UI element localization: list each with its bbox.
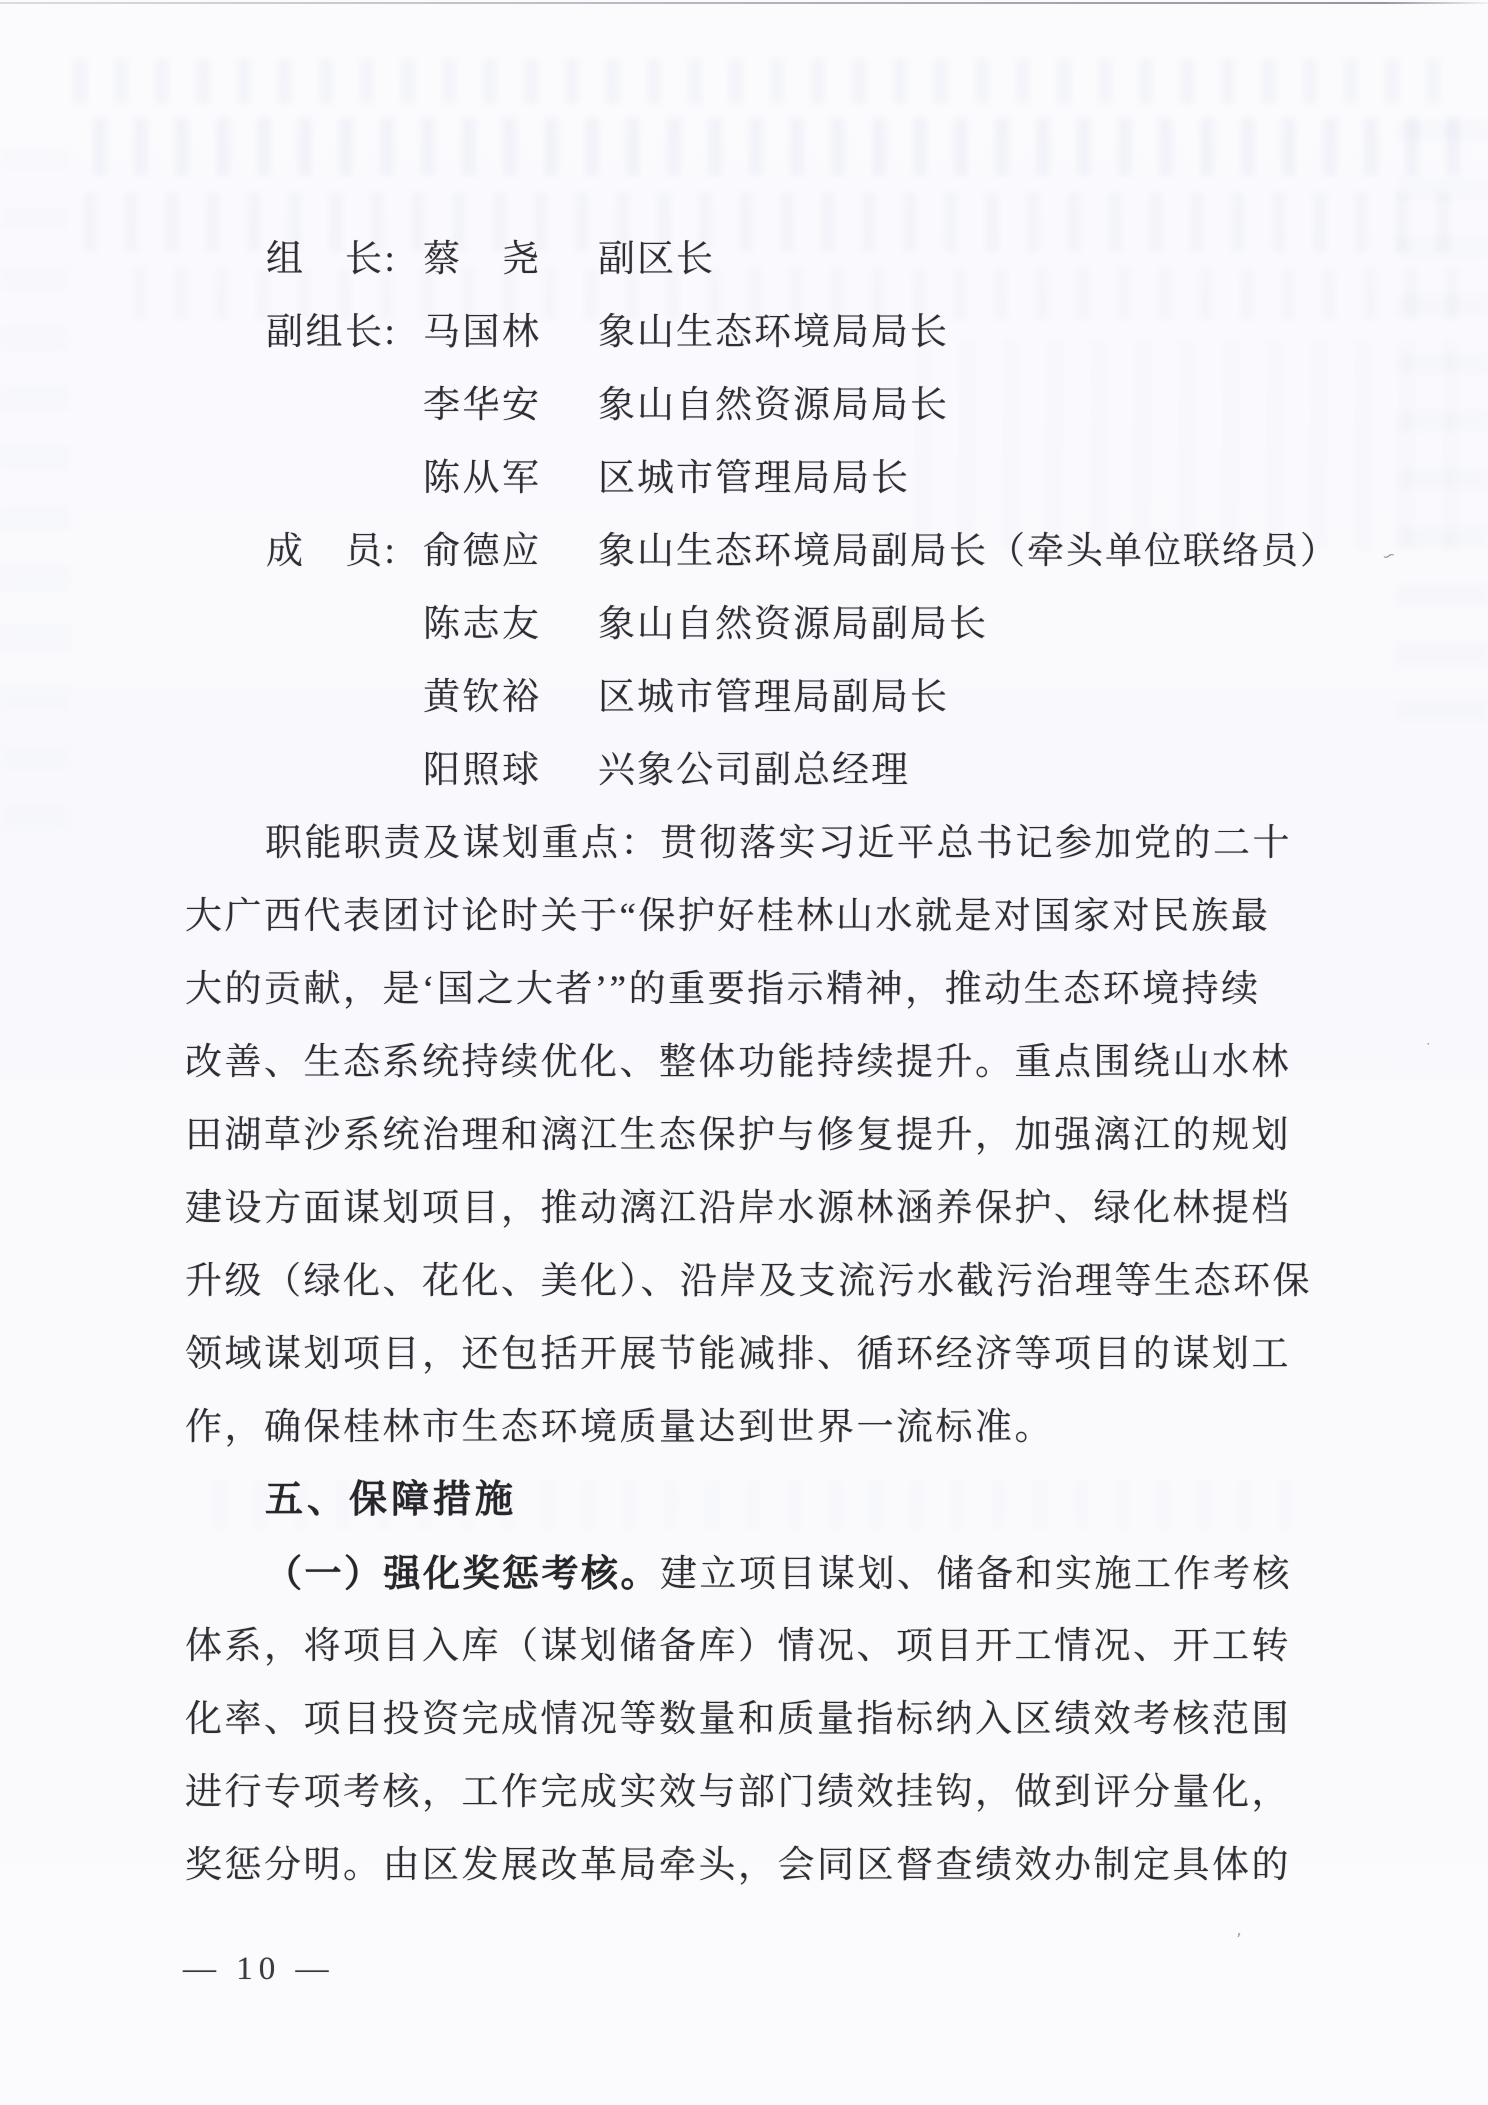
section-heading: 五、保障措施 <box>265 1479 518 1521</box>
scan-edge-line <box>0 2 1488 4</box>
roster-role-label: 副组长: <box>266 312 398 353</box>
bleedthrough-artifact <box>60 58 1450 104</box>
paragraph-line: 作，确保桂林市生态环境质量达到世界一流标准。 <box>185 1407 1054 1448</box>
roster-row-leader <box>0 223 1488 296</box>
roster-title: 象山生态环境局副局长（牵头单位联络员） <box>598 531 1339 572</box>
paragraph-line: 建设方面谋划项目，推动漓江沿岸水源林涵养保护、绿化林提档 <box>185 1188 1291 1229</box>
roster-title: 象山自然资源局副局长 <box>598 604 988 645</box>
roster-name: 陈志友 <box>423 604 542 645</box>
roster-title: 象山生态环境局局长 <box>598 312 949 353</box>
paragraph-lead-bold: （一）强化奖惩考核。 <box>265 1553 660 1594</box>
roster-title: 副区长 <box>598 239 715 280</box>
roster-row <box>0 588 1488 661</box>
document-body <box>0 223 1488 1902</box>
roster-name: 阳照球 <box>423 750 542 791</box>
roster-title: 区城市管理局副局长 <box>598 677 949 718</box>
paragraph-line: 大广西代表团讨论时关于“保护好桂林山水就是对国家对民族最 <box>185 896 1271 937</box>
section-heading-row <box>0 1464 1488 1537</box>
roster-row-deputy-leader <box>0 296 1488 369</box>
paragraph-line <box>0 1537 1488 1610</box>
paragraph-line: 进行专项考核，工作完成实效与部门绩效挂钩，做到评分量化， <box>185 1772 1291 1813</box>
ink-speck: ᛫ <box>1422 1037 1434 1054</box>
paragraph-line: 改善、生态系统持续优化、整体功能持续提升。重点围绕山水林 <box>185 1042 1291 1083</box>
paragraph-line-rest: 建立项目谋划、储备和实施工作考核 <box>660 1554 1292 1595</box>
roster-row <box>0 661 1488 734</box>
roster-title: 兴象公司副总经理 <box>598 750 910 791</box>
roster-name: 蔡 尧 <box>423 239 542 280</box>
roster-title: 区城市管理局局长 <box>598 458 910 499</box>
paragraph-line: 大的贡献，是‘国之大者’”的重要指示精神，推动生态环境持续 <box>185 969 1261 1010</box>
roster-name: 俞德应 <box>423 531 542 572</box>
ink-speck: ’ <box>1236 1930 1242 1951</box>
roster-title: 象山自然资源局局长 <box>598 385 949 426</box>
paragraph-line: 体系，将项目入库（谋划储备库）情况、项目开工情况、开工转 <box>185 1626 1291 1667</box>
paragraph-line: 奖惩分明。由区发展改革局牵头，会同区督查绩效办制定具体的 <box>185 1845 1291 1886</box>
roster-row <box>0 369 1488 442</box>
roster-name: 陈从军 <box>423 458 542 499</box>
paragraph-line: 职能职责及谋划重点：贯彻落实习近平总书记参加党的二十 <box>265 823 1292 864</box>
roster-name: 黄钦裕 <box>423 677 542 718</box>
roster-name: 马国林 <box>423 312 542 353</box>
paragraph-line: 田湖草沙系统治理和漓江生态保护与修复提升，加强漓江的规划 <box>185 1115 1291 1156</box>
ink-speck: ∽ <box>1379 544 1399 567</box>
paragraph-line: 化率、项目投资完成情况等数量和质量指标纳入区绩效考核范围 <box>185 1699 1291 1740</box>
roster-row <box>0 442 1488 515</box>
bleedthrough-artifact <box>80 118 1460 176</box>
roster-name: 李华安 <box>423 385 542 426</box>
roster-row-members <box>0 515 1488 588</box>
paragraph-line: 领域谋划项目，还包括开展节能减排、循环经济等项目的谋划工 <box>185 1334 1291 1375</box>
roster-row <box>0 734 1488 807</box>
roster-role-label: 成 员: <box>266 531 398 572</box>
page-number: — 10 — <box>183 1951 335 1987</box>
roster-role-label: 组 长: <box>266 239 398 280</box>
paragraph-line: 升级（绿化、花化、美化）、沿岸及支流污水截污治理等生态环保 <box>185 1261 1312 1302</box>
